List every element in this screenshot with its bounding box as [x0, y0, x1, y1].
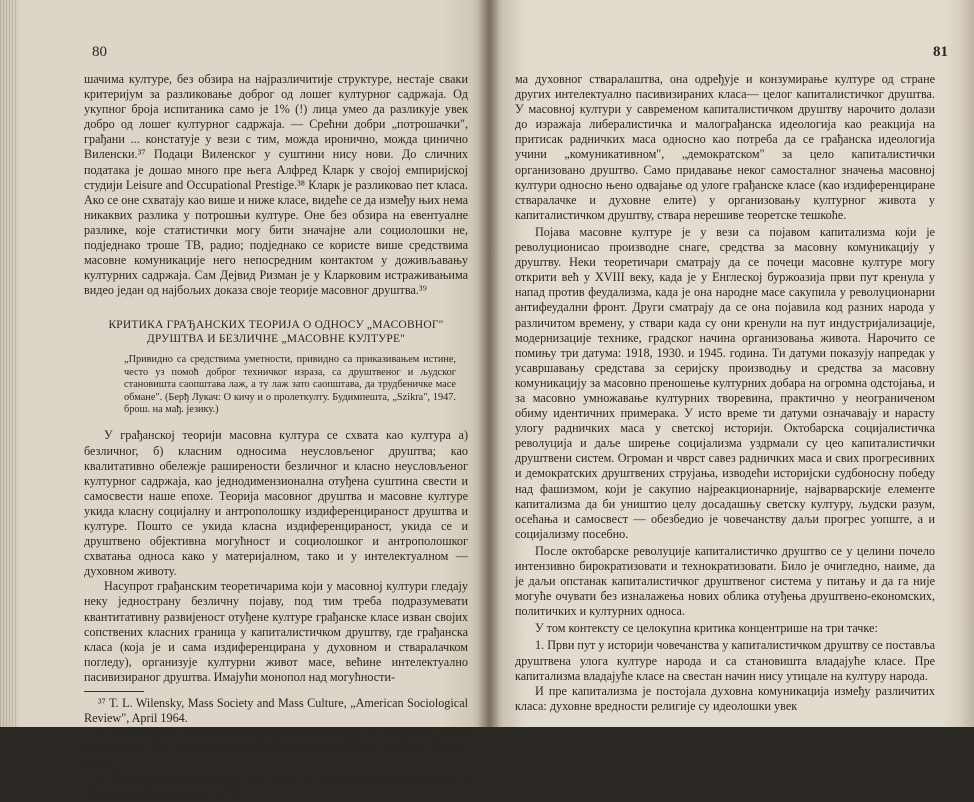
right-text-column	[515, 72, 935, 714]
footnote-39: ³⁹ David Riesmann, Leisure and Work in Post-Industrial Civilisation; у Зборнику „Mass Leisure", 377.	[84, 771, 468, 801]
page-number-right: 81	[933, 44, 948, 60]
paragraph-final: И пре капитализма је постојала духовна комуникација између различитих класа: духовне вредности религије су идеолошки увек	[515, 683, 935, 713]
footnote-38: ³⁸ Alfred Clark, Leisure and Occupational Prestige; у Зборнику „Mass Leisure", ed. Eric Larabel and Ralf Meyersohn, Free Press, Glencoe, Illinois, 1958.	[84, 726, 468, 771]
right-page	[489, 0, 974, 727]
paragraph-three-points: У том контексту се целокупна критика концентрише на три тачке:	[535, 621, 878, 636]
paragraph-1: У грађанској теорији масовна култура се схвата као култура а) безличног, б) класним односима неусловљеног друштва; као квалитативно обележје раширености безличног и класно неусловљеног културног садржаја, као једнодимензионална отуђена суштина свести и самосвести наше епохе. Теорија масовног друштва и масовне културе укида класну социјалну и антрополошку издиференцираност друштва и културе. Пошто се укида класна издиференцираност, укида се и друштвено објективна могућност и социолошког и антрополошког схватања односа како у материјалном, тако и у интелектуалном — духовном животу.	[84, 428, 468, 579]
point-1: 1. Први пут у историји човечанства у капиталистичком друштву се поставља друштвена улога културе народа и са становишта владајуће класе. Пре капитализма владајуће класе на свестан начин нису утицале на културу народа.	[515, 638, 935, 683]
left-text-column	[84, 72, 468, 802]
paragraph-after-revolution: После октобарске револуције капиталистичко друштво се у целини почело интензивно бирократизовати и технократизовати. Било је очигледно, наиме, да је даљи опстанак капиталистичког друштвеног система у питању и да га није могуће очувати без изналажења нових облика отуђења друштвено-економских, политичких и културних односа.	[515, 543, 935, 619]
paragraph-mass-culture-origin: Појава масовне културе је у вези са појавом капитализма који је револуционисао производне снаге, средства за масовну комуникацију у друштву. Неки теоретичари сматрају да се почеци масовне културе могу открити већ у XVIII веку, када је у Енглеској буржоазија први пут кренула у напад против феудализма, када је она народне масе сакупила у револуционарни антифеудални фронт. Други сматрају да се она појавила код разних народа у различитом времену, у ствари када су они кренули на пут индустријализације, модернизације технике, градског начина организовања живота. Нарочито се помињу три датума: 1918, 1930. и 1945. година. Ти датуми показују напредак у усавршавању средстава за серијску производњу и средства за масовну комуникацију за масовно преношење културних добара на огромна одстојања, и за масовно умножавање културних творевина, практично у неограниченом обиму идентичних примерака. У исто време ти датуми означавају и нарасту улогу радничких маса у светској историји. Октобарска социјалистичка револуција и даље ширење социјализма уздрмали су цео капиталистички друштвени систем. Огроман и чврст савез радничких маса и свих прогресивних и демократских друштвених струјања, изводећи историјски судбоносну победу над фашизмом, који је сакупио најреакционарније, најварварскије елементе капитализма да би уништио целу досадашњу светску културу, људски разум, осећања и самосвест — обезбедио је човечанству даљи прогрес уопште, а и социјализму посебно.	[515, 224, 935, 541]
epigraph: „Привидно са средствима уметности, привидно са приказивањем истине, често уз помоћ доброг техничког израза, са друштвеног и људског становишта саопштава лаж, а ту лаж зато саопштава, да трудбеничке масе обмане". (Берђ Лукач: О кичу и о пролеткулту. Будимпешта, „Szikra", 1947. брош. на мађ. језику.)	[124, 354, 456, 416]
intro-paragraph: шачима културе, без обзира на најразличитије структуре, нестаје сваки критеријум за разликовање доброг од лошег културног садржаја. Од укупног броја испитаника само је 1% (!) лица умео да разликује увек добро од лошег културног садржаја. — Срећни добри „потрошачки", грађани ... констатује у вези с тим, можда иронично, можда цинично Виленски.³⁷ Подаци Виленског у суштини нису нови. До сличних података је дошао много пре њега Алфред Кларк у својој емпиријској студији Leisure and Occupational Prestige.³⁸ Кларк је разликовао пет класа. Ако се оне схватају као више и ниже класе, видеће се да између њих нема никаквих разлика у потрошњи културе. Оне без обзира на евентуалне разлике, које статистички могу бити значајне али социолошки не, подједнако троше ТВ, радио; подједнако се користе више средствима масовне комуникације него непосредним контактом у доживљавању културних садржаја. Сам Дејвид Ризман је у Кларковим истраживањима видео један од најбољих доказа своје теорије масовног друштва.³⁹	[84, 72, 468, 298]
footnote-rule	[84, 691, 144, 692]
paragraph-continued: ма духовног стваралаштва, она одређује и конзумирање културе од стране других интелектуално пасивизираних класа— целог капиталистичког друштва. У масовној култури у савременом капиталистичком друштву нарочито долази до изражаја либералистичка и малограђанска идеологија као реакција на притисак радничких маса односно као потреба да се грађанска идеологија учини „комуникативном", „демократском" за цело капиталистички организовано друштво. Само придавање неког самосталног значења масовној култури односно њено одвајање од улоге грађанске класе (као издиференциране стваралачке и духовне елите) у организовању културног живота у капиталистичком друштву, ствара нерешиве теоретске тешкоће.	[515, 72, 935, 222]
page-number-left: 80	[92, 44, 107, 60]
page-edges	[0, 0, 18, 727]
section-heading: КРИТИКА ГРАЂАНСКИХ ТЕОРИЈА О ОДНОСУ „МАСОВНОГ" ДРУШТВА И БЕЗЛИЧНЕ „МАСОВНЕ КУЛТУРЕ"	[108, 319, 444, 346]
book-gutter	[478, 0, 500, 727]
paragraph-2: Насупрот грађанским теоретичарима који у масовној култури гледају неку једнострану безличну појаву, под тим треба подразумевати квантитативну развијеност отуђене културе грађанске класе изван својих сопствених класних граница у капиталистичком друштву, где грађанска класа (која је и сама издиференцирана у духовном и стваралачком погледу), организује културни живот масе, већине интелектуално пасивизираног друштва. Имајући монопол над могућности-	[84, 579, 468, 684]
footnote-37: ³⁷ T. L. Wilensky, Mass Society and Mass Culture, „American Sociological Review", April 1964.	[84, 696, 468, 726]
